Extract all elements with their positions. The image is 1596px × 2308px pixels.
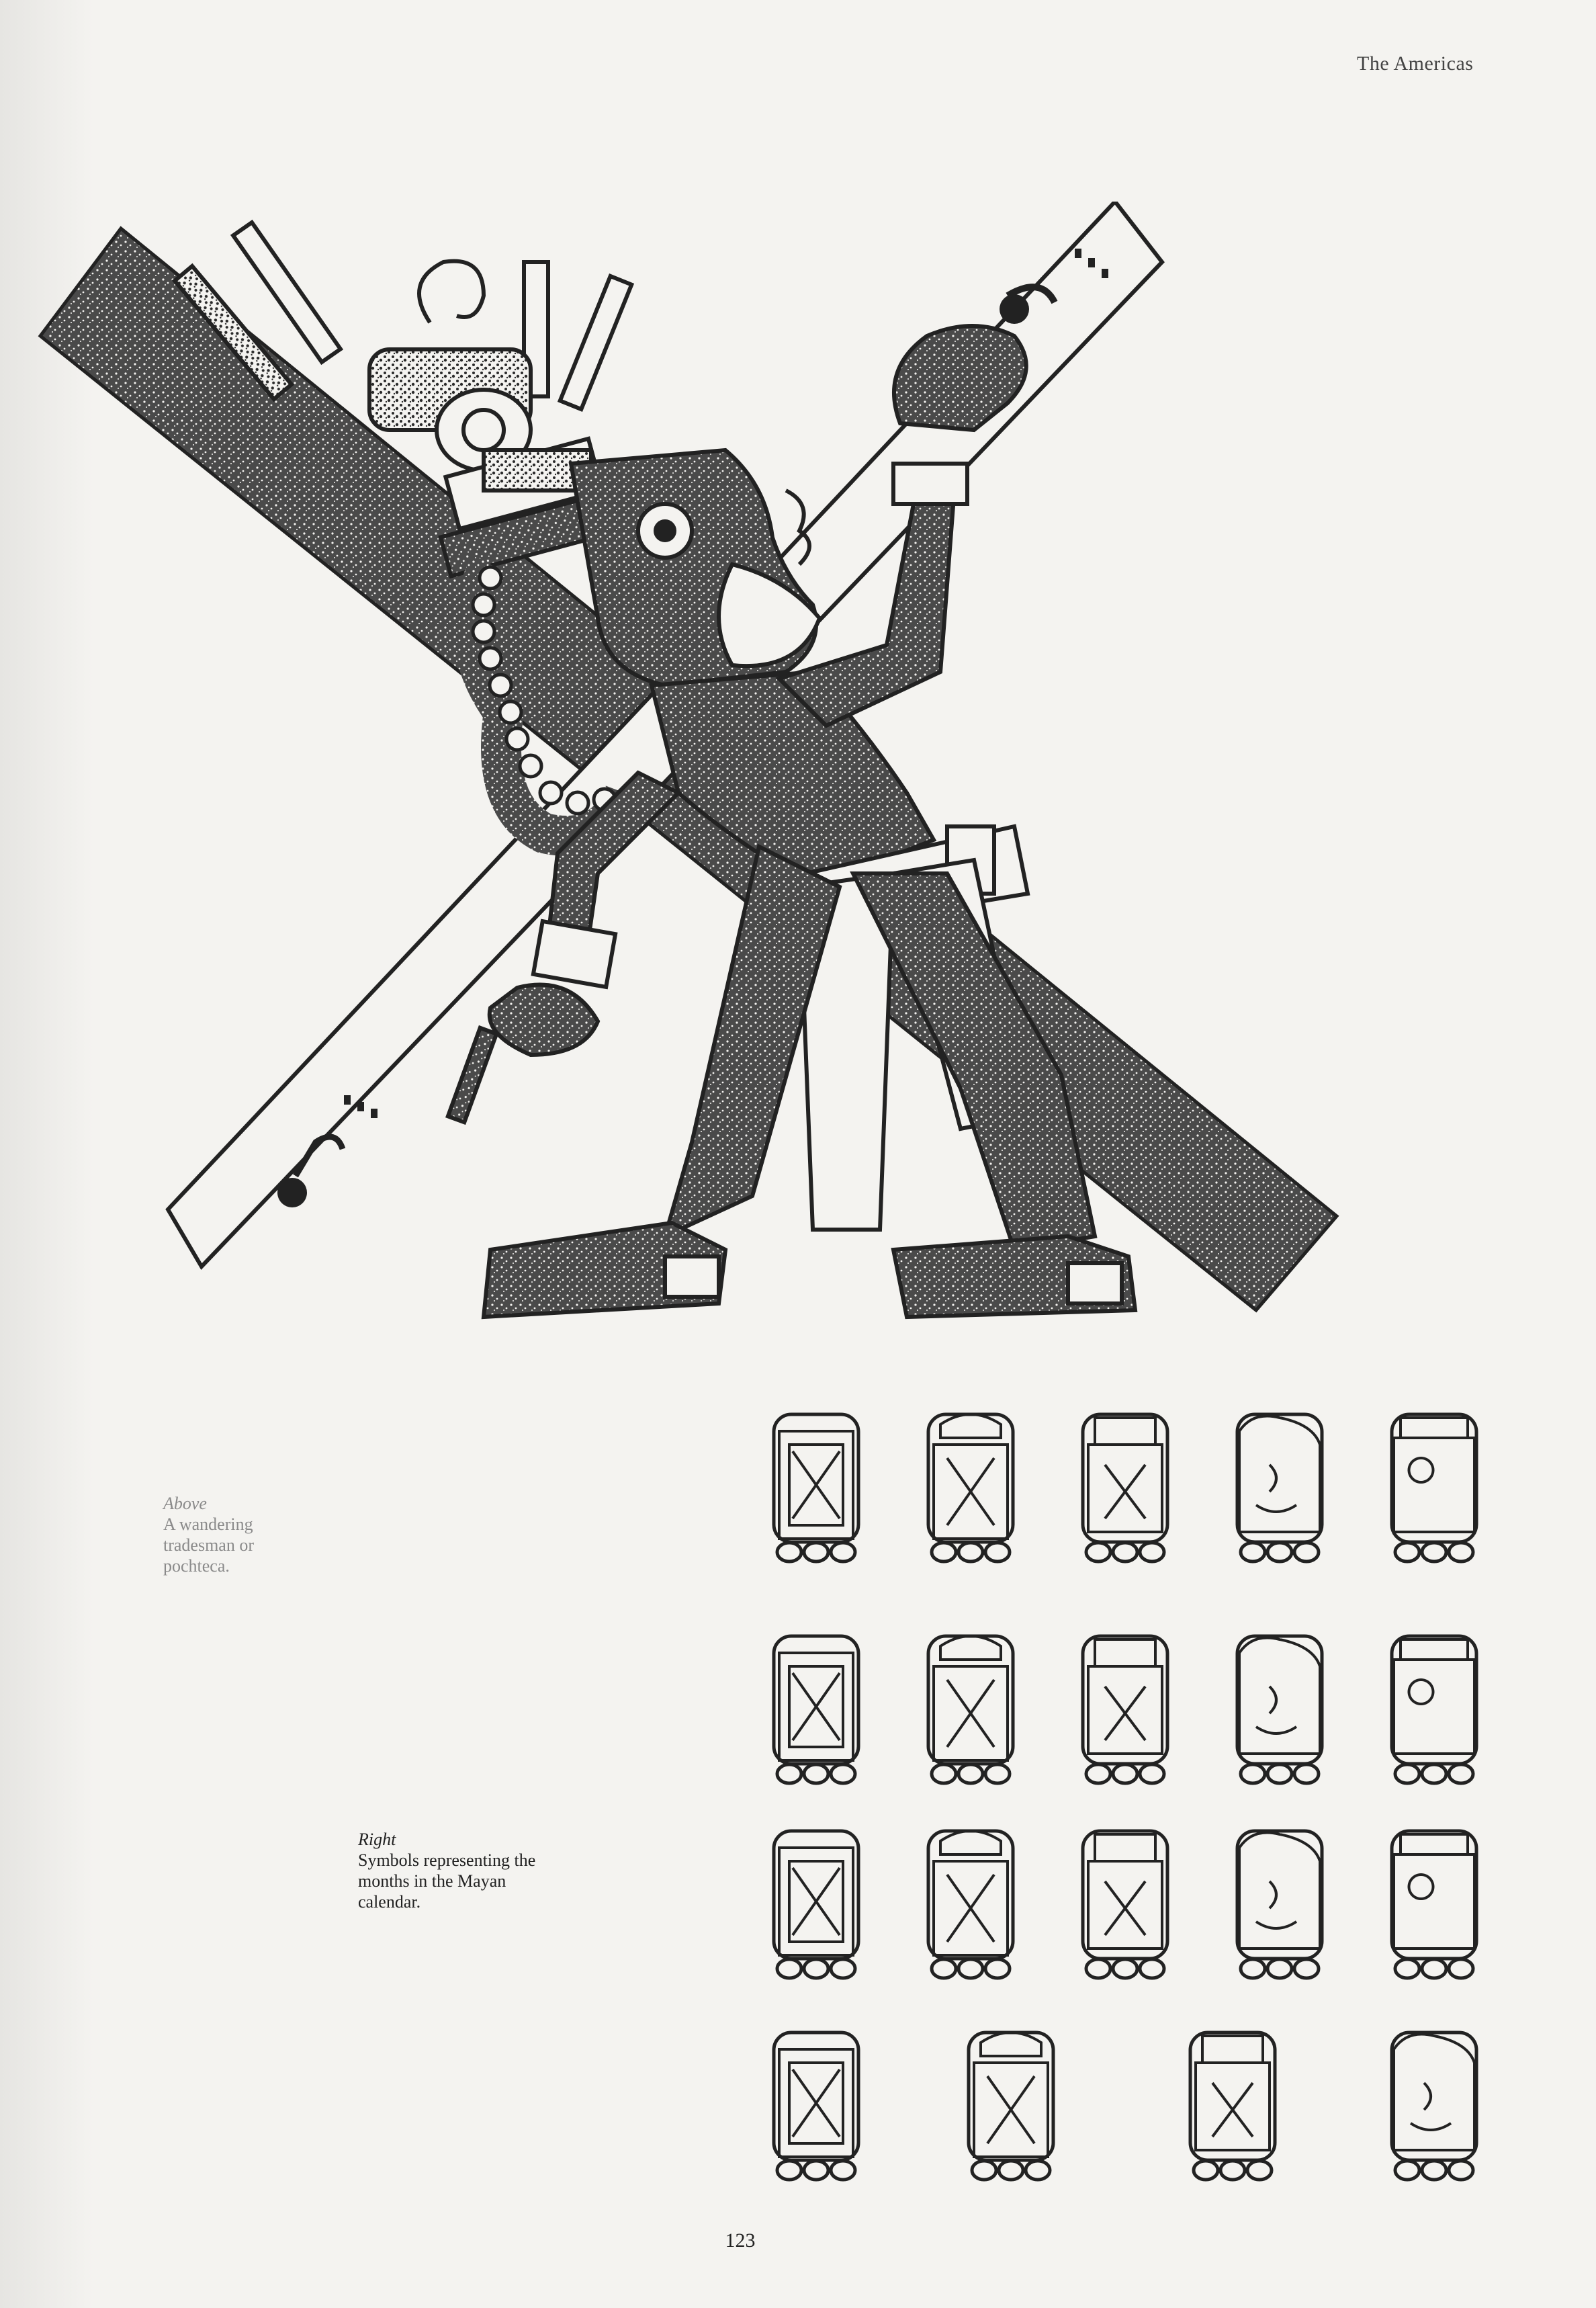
pochteca-illustration [20, 202, 1343, 1344]
caption-above-text: A wandering tradesman or pochteca. [163, 1514, 255, 1576]
caption-above-kicker: Above [163, 1494, 207, 1513]
caption-above [163, 1493, 324, 1576]
sandals [484, 1223, 1135, 1317]
month-glyph-14 [1229, 1821, 1330, 1982]
month-glyph-13 [1075, 1821, 1176, 1982]
month-glyph-19 [1384, 2022, 1484, 2184]
page-number: 123 [725, 2229, 756, 2252]
month-glyph-7 [920, 1626, 1021, 1787]
month-glyph-17 [961, 2022, 1061, 2184]
month-glyph-5 [1384, 1404, 1484, 1566]
caption-right-text: Symbols representing the months in the Mayan calendar. [358, 1850, 536, 1912]
head [571, 450, 819, 685]
month-glyph-11 [766, 1821, 867, 1982]
month-glyph-10 [1384, 1626, 1484, 1787]
month-glyph-15 [1384, 1821, 1484, 1982]
month-glyph-16 [766, 2022, 867, 2184]
caption-right-kicker: Right [358, 1830, 396, 1849]
month-glyph-2 [920, 1404, 1021, 1566]
month-glyph-1 [766, 1404, 867, 1566]
month-glyph-4 [1229, 1404, 1330, 1566]
mayan-month-glyphs [766, 1404, 1558, 2190]
caption-right [358, 1829, 560, 1912]
month-glyph-9 [1229, 1626, 1330, 1787]
month-glyph-8 [1075, 1626, 1176, 1787]
month-glyph-6 [766, 1626, 867, 1787]
month-glyph-3 [1075, 1404, 1176, 1566]
month-glyph-18 [1182, 2022, 1283, 2184]
month-glyph-12 [920, 1821, 1021, 1982]
running-head: The Americas [1357, 52, 1474, 75]
